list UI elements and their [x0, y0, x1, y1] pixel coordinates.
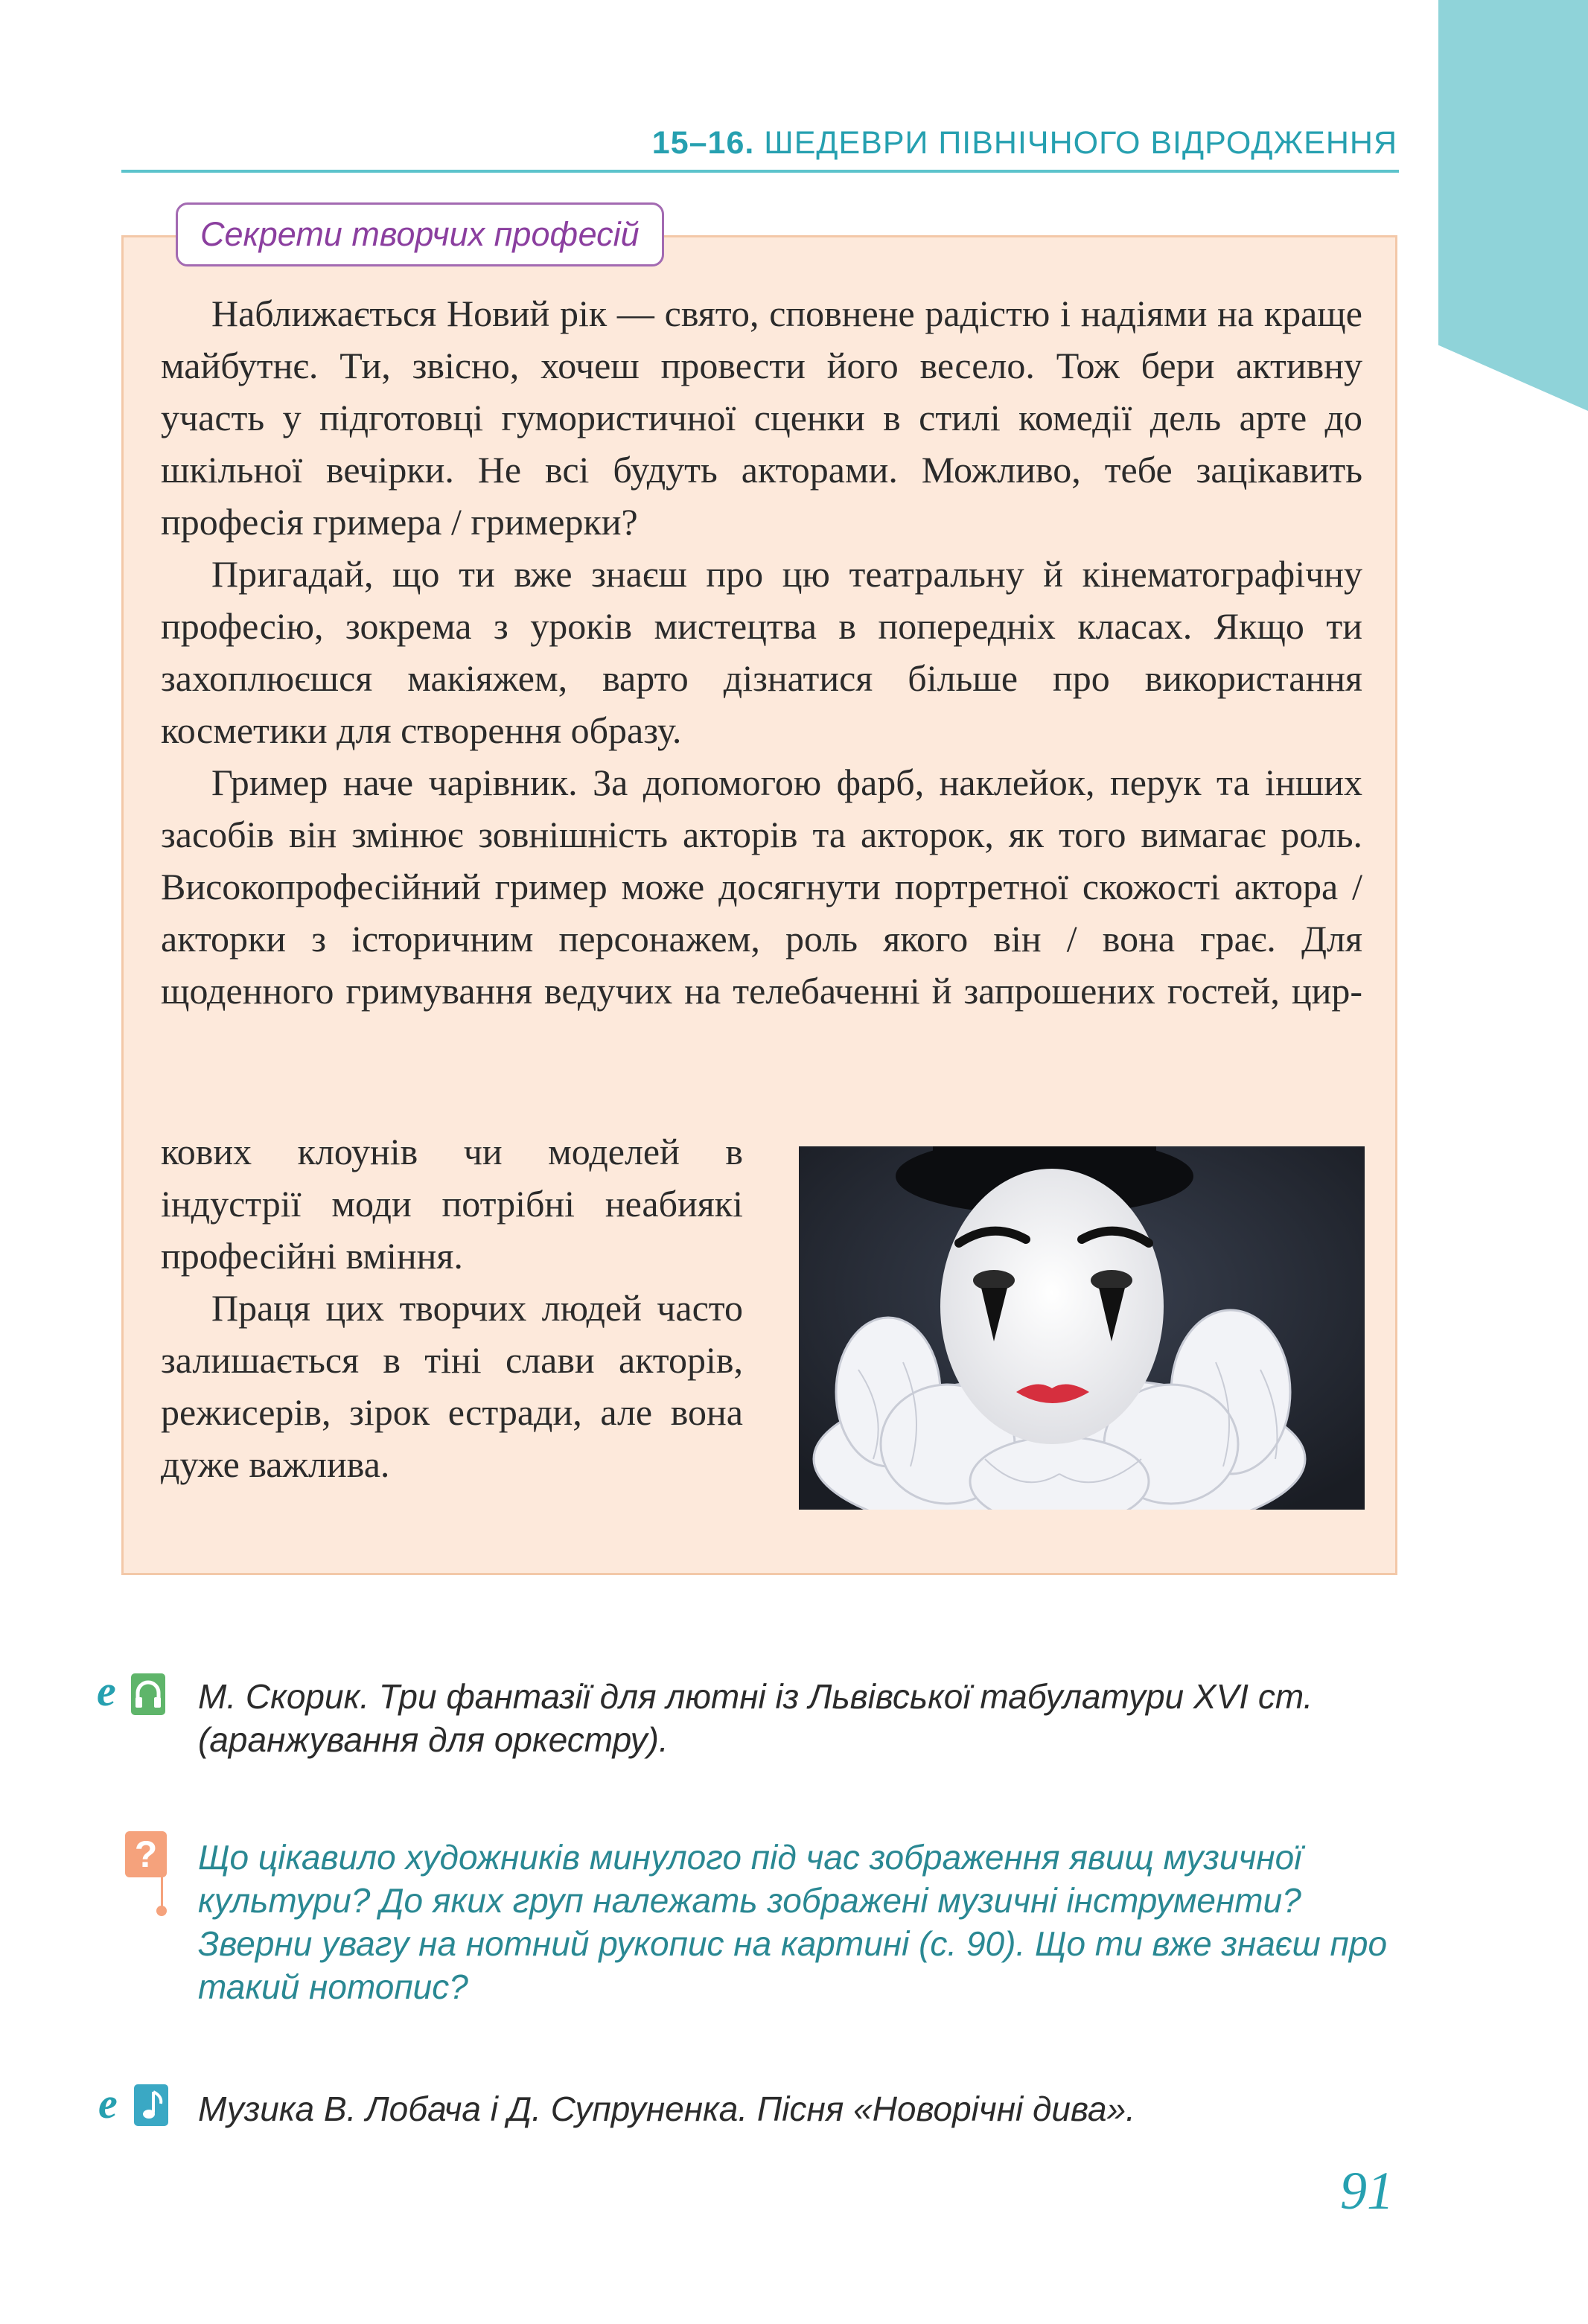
listening-note: М. Скорик. Три фантазії для лютні із Львівської табулатури XVI ст. (аранжування для оркестру). [198, 1677, 1313, 1759]
paragraph: кових клоунів чи моделей в індустрії моди потрібні неабиякі професійні вміння. [161, 1131, 743, 1277]
paragraph: Наближається Новий рік — свято, сповнене радістю і надіями на краще майбутнє. Ти, звісно, хочеш провести його весело. Тож бери активну участь у підготовці гумористичної сценки в стилі комедії дель арте до шкільної вечірки. Не всі будуть акторами. Можливо, тебе зацікавить професія гримера / гримерки? [161, 293, 1362, 543]
chapter-title: ШЕДЕВРИ ПІВНІЧНОГО ВІДРОДЖЕННЯ [764, 125, 1397, 161]
question-icon-dot [156, 1906, 167, 1916]
page-number: 91 [1340, 2161, 1394, 2221]
music-note-glyph [134, 2084, 168, 2126]
mime-photo [799, 1146, 1365, 1510]
chapter-number: 15–16. [651, 125, 755, 161]
paragraph: Праця цих творчих людей часто залишається в тіні слави акторів, режисерів, зірок естради, але вона дуже важлива. [161, 1287, 743, 1485]
info-box-text [161, 287, 1362, 1017]
info-box-column-text [161, 1126, 743, 1490]
headphones-icon [131, 1673, 165, 1715]
question-icon: ? [125, 1831, 167, 1877]
running-header [119, 125, 1397, 162]
paragraph: Гример наче чарівник. За допомогою фарб, наклейок, перук та інших засобів він змінює зовнішність акторів та акторок, як того вимагає роль. Високопрофесійний гример може досягнути портретної скожості актора / акторки з історичним персонажем, роль якого він / вона грає. Для щоденного гримування ведучих на телебаченні й запрошених гостей, цир- [161, 762, 1362, 1012]
headphones-glyph [131, 1673, 165, 1715]
paragraph: Пригадай, що ти вже знаєш про цю театральну й кінематографічну професію, зокрема з уроків мистецтва в попередніх класах. Якщо ти захоплюєшся макіяжем, варто дізнатися більше про використання косметики для створення образу. [161, 553, 1362, 751]
question-note: Що цікавило художників минулого під час зображення явищ музичної культури? До яких груп належать зображені музичні інструменти? Зверни увагу на нотний рукопис на картині (с. 90). Що ти вже знаєш про такий нотопис? [198, 1838, 1388, 2006]
e-resource-icon: e [98, 2079, 118, 2127]
mime-illustration [799, 1146, 1365, 1510]
header-rule [121, 170, 1399, 173]
music-note-icon [134, 2084, 168, 2126]
info-box-label: Секрети творчих професій [176, 202, 664, 266]
e-resource-icon: e [97, 1667, 116, 1715]
song-note: Музика В. Лобача і Д. Супруненка. Пісня «Новорічні дива». [198, 2090, 1135, 2128]
page-edge-tab [1438, 0, 1588, 411]
